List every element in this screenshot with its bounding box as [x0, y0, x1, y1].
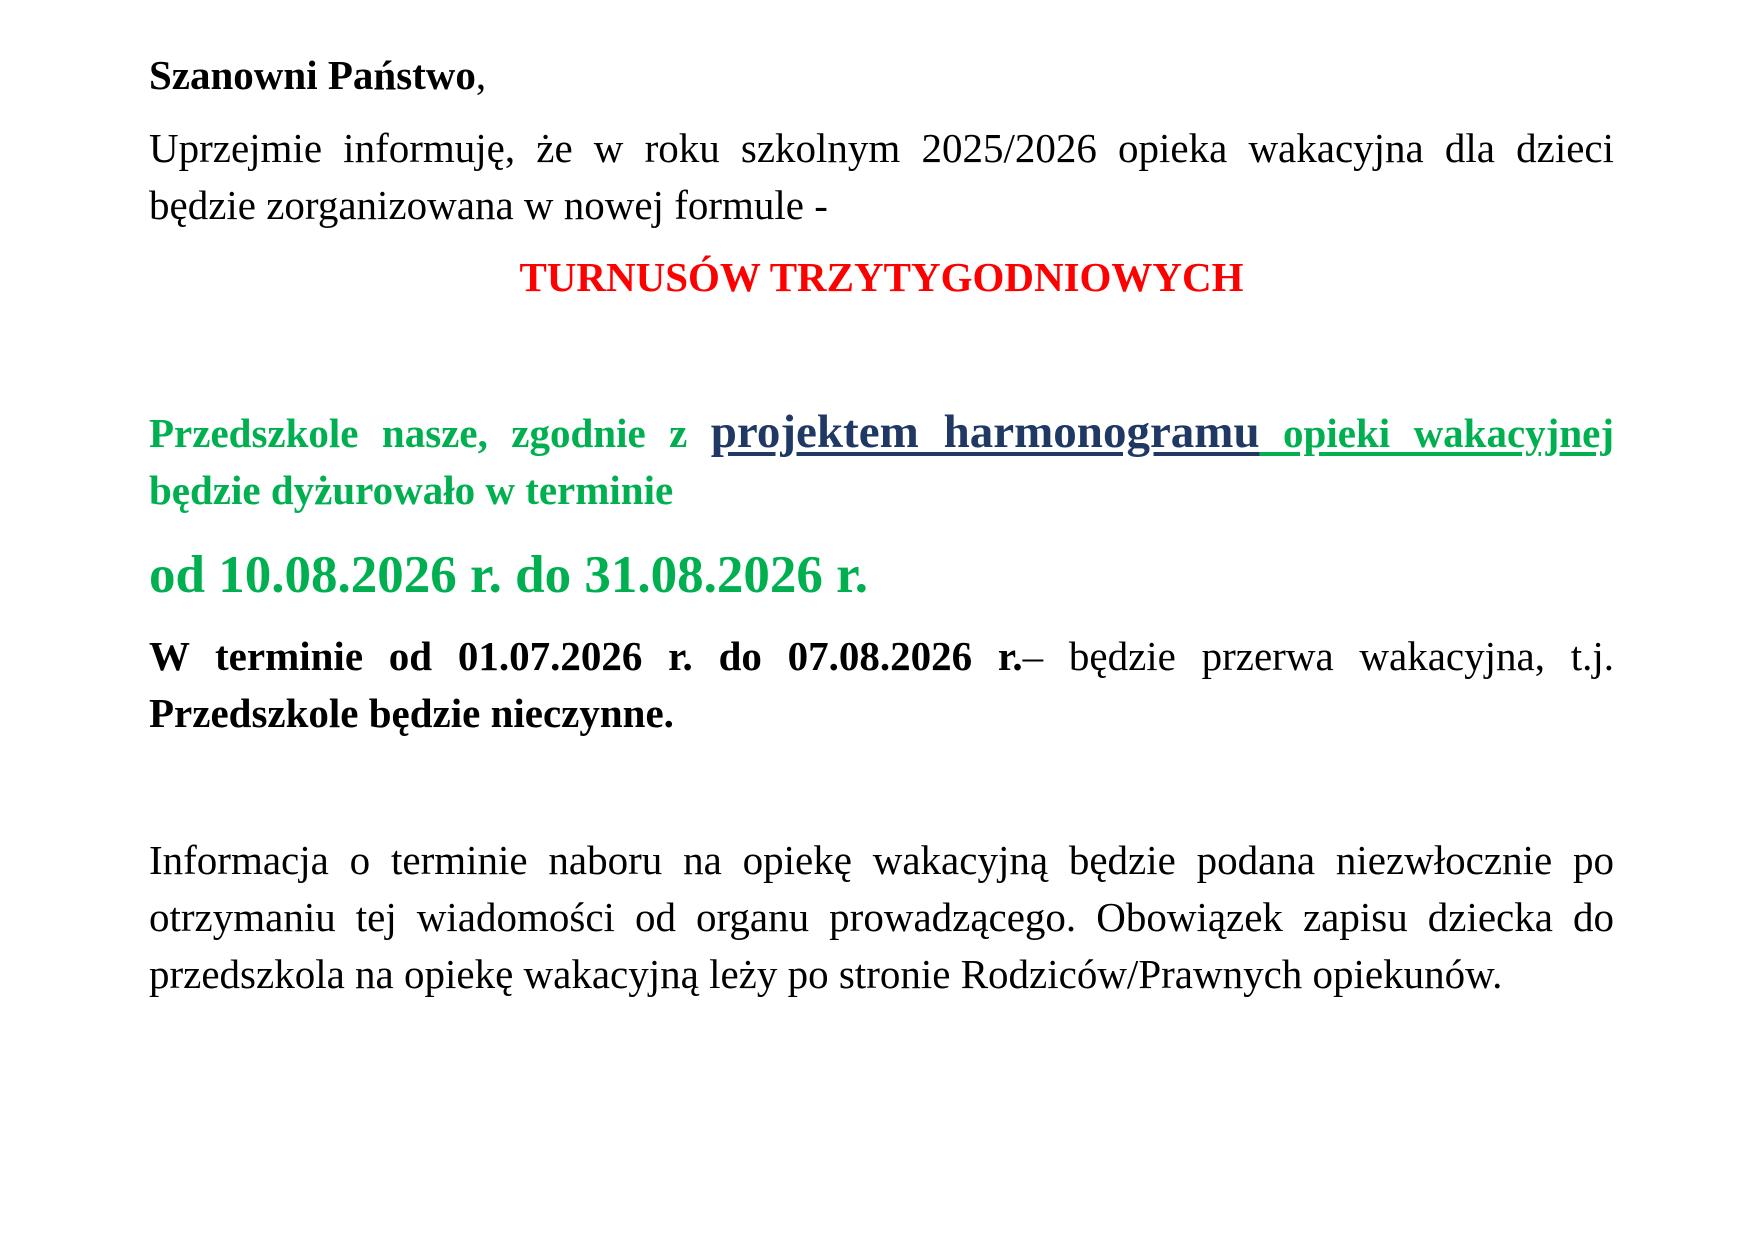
headline-turnus: TURNUSÓW TRZYTYGODNIOWYCH	[519, 254, 1244, 300]
closure-dates: W terminie od 01.07.2026 r. do 07.08.2026 r.	[149, 633, 1023, 679]
intro-paragraph: Uprzejmie informuję, że w roku szkolnym 2025/2026 opieka wakacyjna dla dzieci będzie zorganizowana w nowej formule -	[149, 125, 1614, 228]
closure-text: – będzie przerwa wakacyjna, t.j.	[1022, 633, 1614, 679]
greeting-name: Szanowni Państwo	[149, 52, 476, 98]
harmonogram-link-continued[interactable]: opieki wakacyjnej	[1259, 410, 1614, 456]
harmonogram-link[interactable]: projektem harmonogramu	[710, 406, 1260, 458]
info-paragraph: Informacja o terminie naboru na opiekę wakacyjną będzie podana niezwłocznie po otrzymaniu tej wiadomości od organu prowadzącego. Obowiązek zapisu dziecka do przedszkola na opiekę wakacyjną leży po stronie Rodziców/Prawnych opiekunów.	[149, 837, 1614, 997]
greeting-punct: ,	[475, 52, 487, 98]
duty-lead: Przedszkole nasze, zgodnie z	[149, 410, 711, 456]
closure-paragraph	[149, 628, 1614, 742]
duty-tail: będzie dyżurowało w terminie	[149, 467, 674, 513]
greeting	[149, 47, 1614, 104]
duty-dates: od 10.08.2026 r. do 31.08.2026 r.	[149, 546, 869, 604]
duty-paragraph	[149, 404, 1614, 519]
closure-notice: Przedszkole będzie nieczynne.	[149, 690, 674, 736]
